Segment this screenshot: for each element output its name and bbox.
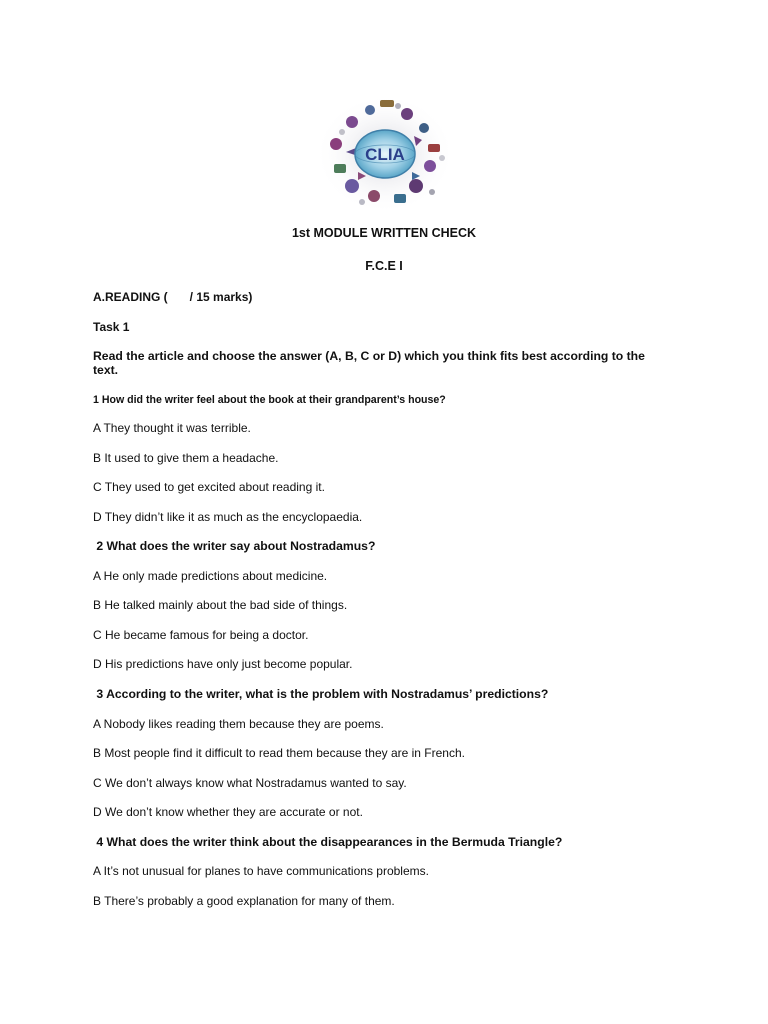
option-2b: B He talked mainly about the bad side of things. (93, 598, 348, 612)
option-3b: B Most people find it difficult to read them because they are in French. (93, 746, 465, 760)
clia-logo (312, 92, 458, 216)
option-4a: A It’s not unusual for planes to have communications problems. (93, 864, 429, 878)
section-heading (93, 290, 252, 304)
task-label: Task 1 (93, 320, 130, 334)
option-4b: B There’s probably a good explanation for many of them. (93, 894, 395, 908)
option-2a: A He only made predictions about medicine. (93, 569, 328, 583)
question-3: 3 According to the writer, what is the problem with Nostradamus’ predictions? (93, 687, 549, 701)
option-1d: D They didn’t like it as much as the encyclopaedia. (93, 510, 363, 524)
option-3c: C We don’t always know what Nostradamus wanted to say. (93, 776, 407, 790)
option-2d: D His predictions have only just become popular. (93, 657, 353, 671)
question-4: 4 What does the writer think about the disappearances in the Bermuda Triangle? (93, 835, 563, 849)
option-1a: A They thought it was terrible. (93, 421, 251, 435)
option-1b: B It used to give them a headache. (93, 451, 279, 465)
option-2c: C He became famous for being a doctor. (93, 628, 309, 642)
instructions: Read the article and choose the answer (A, B, C or D) which you think fits best according to the text. (93, 349, 645, 377)
document-subtitle: F.C.E I (365, 259, 403, 273)
option-3d: D We don’t know whether they are accurate or not. (93, 805, 363, 819)
section-heading-suffix: / 15 marks) (189, 290, 253, 304)
option-3a: A Nobody likes reading them because they are poems. (93, 717, 384, 731)
document-title: 1st MODULE WRITTEN CHECK (291, 226, 477, 240)
option-1c: C They used to get excited about reading it. (93, 480, 325, 494)
question-2: 2 What does the writer say about Nostradamus? (93, 539, 376, 553)
logo-text: CLIA (365, 145, 405, 164)
question-1: 1 How did the writer feel about the book at their grandparent’s house? (93, 394, 446, 406)
section-heading-prefix: A.READING ( (93, 290, 168, 304)
